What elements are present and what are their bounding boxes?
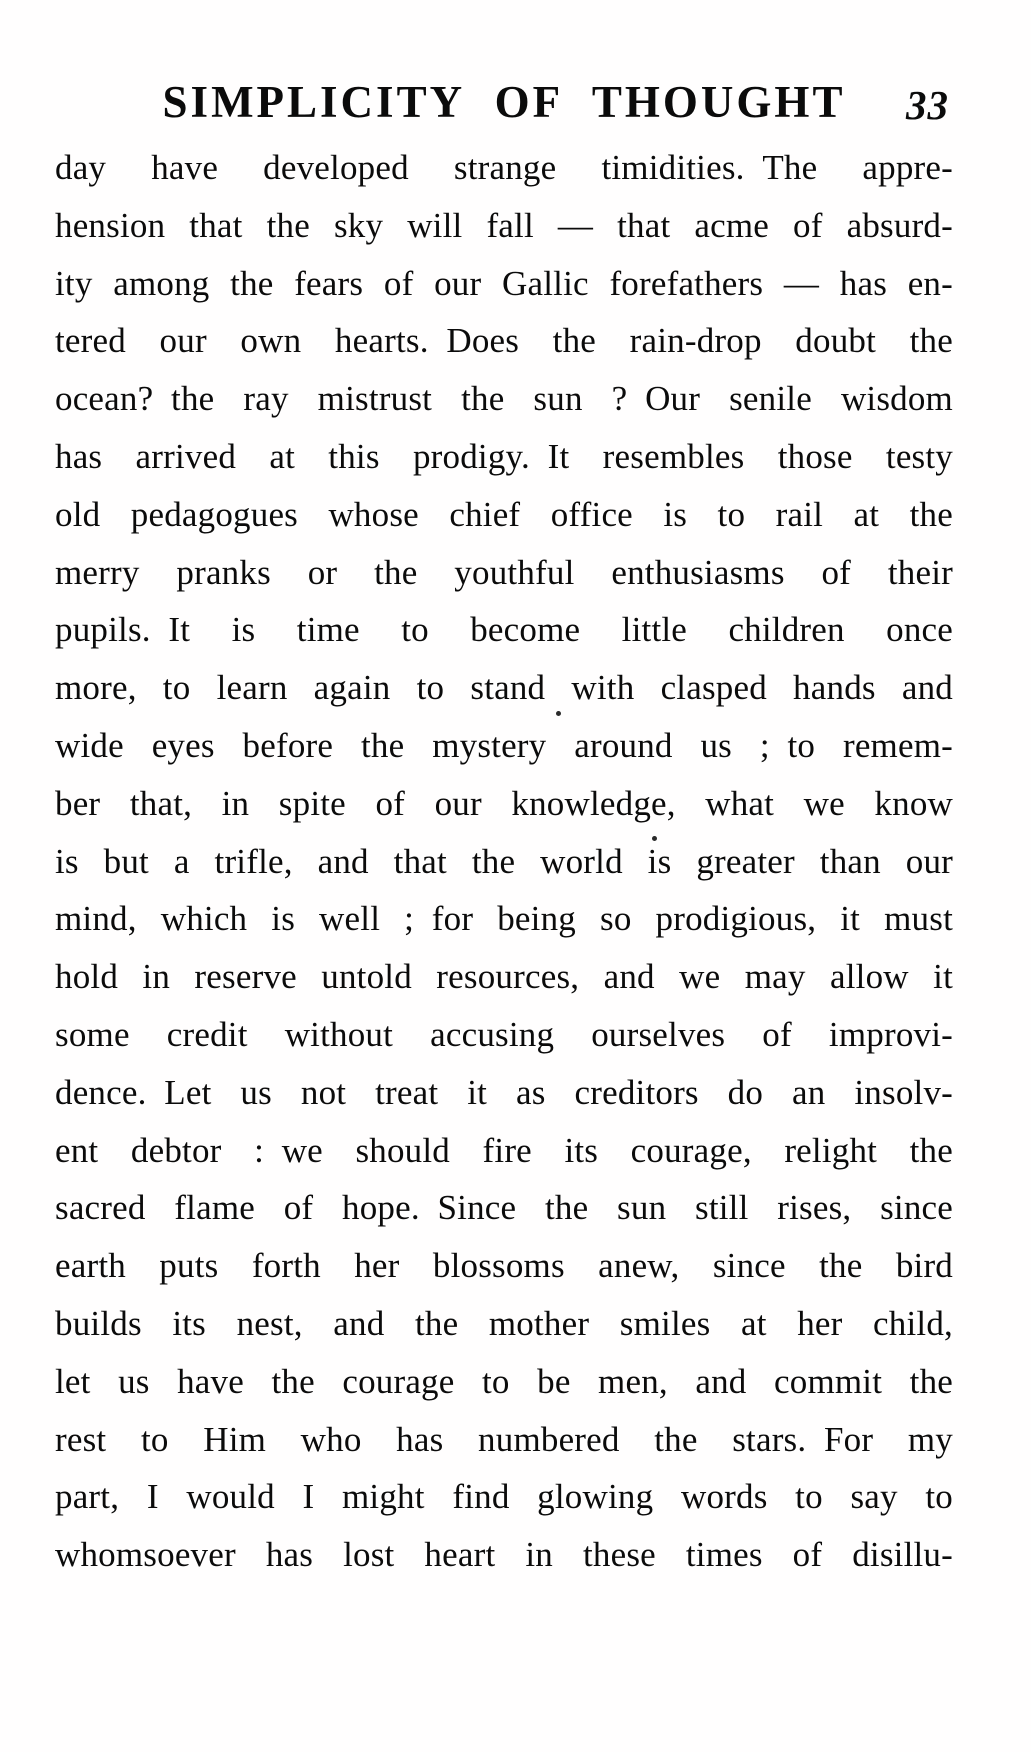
text-line: old pedagogues whose chief office is to rail at the xyxy=(55,494,953,534)
text-line: ber that, in spite of our knowledge, what we know xyxy=(55,783,953,823)
text-line: mind, which is well ; for being so prodigious, it must xyxy=(55,899,953,939)
text-line: some credit without accusing ourselves of improvi- xyxy=(55,1014,953,1054)
text-line: sacred flame of hope. Since the sun still rises, since xyxy=(55,1188,953,1228)
text-line: pupils. It is time to become little children once xyxy=(55,610,953,650)
text-line: merry pranks or the youthful enthusiasms of their xyxy=(55,552,953,592)
running-title: SIMPLICITY OF THOUGHT xyxy=(162,77,846,127)
text-line: rest to Him who has numbered the stars. For my xyxy=(55,1419,953,1459)
text-line: more, to learn again to stand with clasped hands and xyxy=(55,668,953,708)
text-line: dence. Let us not treat it as creditors do an insolv- xyxy=(55,1072,953,1112)
page-header xyxy=(55,76,953,138)
text-line: ity among the fears of our Gallic forefathers — has en- xyxy=(55,263,953,303)
text-line: builds its nest, and the mother smiles at her child, xyxy=(55,1303,953,1343)
text-line: ent debtor : we should fire its courage, relight the xyxy=(55,1130,953,1170)
text-line: wide eyes before the mystery around us ; to remem- xyxy=(55,725,953,765)
text-line: let us have the courage to be men, and commit the xyxy=(55,1361,953,1401)
page-number: 33 xyxy=(906,82,949,128)
text-line: part, I would I might find glowing words to say to xyxy=(55,1477,953,1517)
text-line: is but a trifle, and that the world is greater than our xyxy=(55,841,953,881)
text-line: hension that the sky will fall — that acme of absurd- xyxy=(55,205,953,245)
text-line: ocean? the ray mistrust the sun ? Our senile wisdom xyxy=(55,379,953,419)
scan-speck xyxy=(556,711,561,716)
text-line: hold in reserve untold resources, and we may allow it xyxy=(55,957,953,997)
scan-speck xyxy=(652,836,657,841)
text-line: tered our own hearts. Does the rain-drop doubt the xyxy=(55,321,953,361)
text-line: has arrived at this prodigy. It resembles those testy xyxy=(55,436,953,476)
text-line: day have developed strange timidities. The appre- xyxy=(55,148,953,187)
text-line: earth puts forth her blossoms anew, since the bird xyxy=(55,1246,953,1286)
text-line: whomsoever has lost heart in these times of disillu- xyxy=(55,1535,953,1575)
body-text xyxy=(55,139,953,1584)
